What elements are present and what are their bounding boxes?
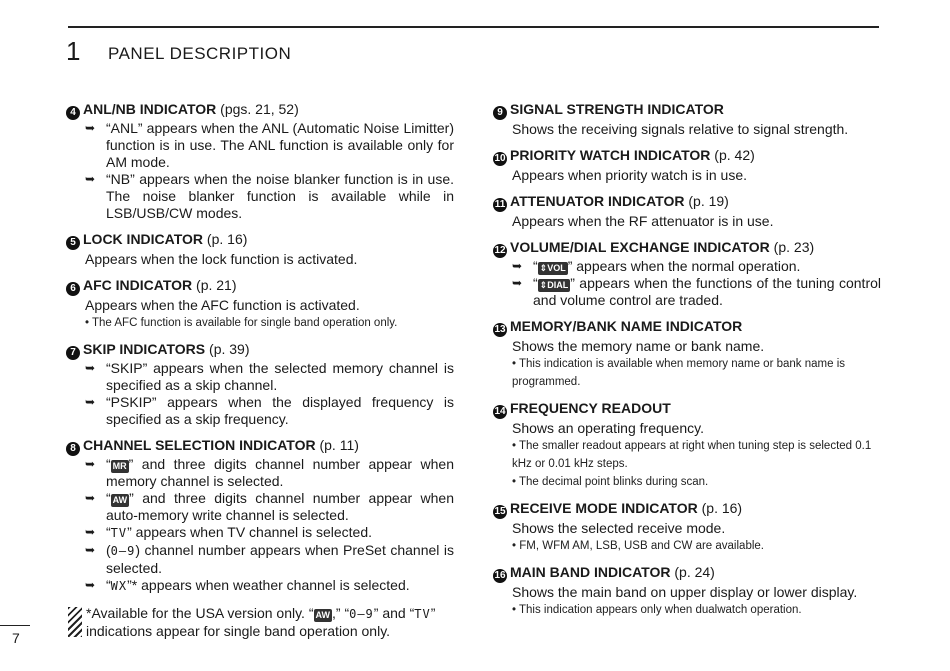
bullet-item: ➥ “ MR ” and three digits channel number appear when memory channel is selected. — [85, 456, 454, 489]
aw-badge-icon: AW — [112, 495, 128, 505]
aw-badge-icon: AW — [315, 610, 330, 620]
section-title: PRIORITY WATCH INDICATOR — [510, 147, 711, 163]
section-frequency-readout — [493, 399, 881, 491]
mr-badge-icon: MR — [112, 461, 127, 471]
section-number-icon: 6 — [66, 282, 80, 296]
tv-lcd-icon: TV — [110, 526, 128, 540]
arrow-icon: ➥ — [85, 395, 96, 409]
section-number-icon: 5 — [66, 236, 80, 250]
section-title: ANL/NB INDICATOR — [83, 101, 217, 117]
arrow-icon: ➥ — [85, 457, 96, 471]
section-number-icon: 8 — [66, 442, 80, 456]
section-volume-dial — [493, 238, 881, 309]
section-description: Shows an operating frequency. — [512, 420, 704, 436]
section-attenuator — [493, 192, 881, 230]
section-note: • This indication is available when memory name or bank name is programmed. — [512, 358, 846, 388]
section-description: Shows the selected receive mode. — [512, 520, 726, 536]
bullet-item: ➥ “ AW ” and three digits channel number appear when auto-memory write channel is selected. — [85, 490, 454, 523]
arrow-icon: ➥ — [85, 172, 96, 186]
header-rule — [68, 26, 879, 28]
section-description: Appears when the AFC function is activated. — [85, 297, 360, 313]
footnote: *Available for the USA version only. “ AW ,” “0–9” and “TV” indications appear for single band operation only. — [66, 605, 454, 640]
bullet-item: ➥ “SKIP” appears when the selected memory channel is specified as a skip channel. — [85, 360, 454, 393]
page-ref: (pgs. 21, 52) — [216, 101, 299, 117]
section-title: MAIN BAND INDICATOR — [510, 564, 671, 580]
page-number: 7 — [12, 630, 20, 646]
section-number-icon: 9 — [493, 106, 507, 120]
section-anl-nb — [66, 100, 454, 222]
page-number-rule — [0, 625, 30, 626]
dial-badge-icon: ⇕DIAL — [539, 280, 569, 290]
section-description: Shows the receiving signals relative to signal strength. — [512, 121, 849, 137]
left-column — [66, 100, 454, 640]
section-number-icon: 11 — [494, 199, 506, 210]
section-channel-selection — [66, 436, 454, 595]
page-ref: (p. 16) — [203, 231, 248, 247]
section-title: CHANNEL SELECTION INDICATOR — [83, 437, 316, 453]
chapter-number: 1 — [66, 36, 81, 66]
bullet-item: ➥ “WX”* appears when weather channel is selected. — [85, 577, 410, 593]
page-ref: (p. 39) — [205, 341, 250, 357]
arrow-icon: ➥ — [512, 259, 523, 273]
page-ref: (p. 42) — [710, 147, 755, 163]
page-ref: (p. 23) — [769, 239, 815, 255]
section-title: SKIP INDICATORS — [83, 341, 206, 357]
section-note: • The AFC function is available for single band operation only. — [85, 317, 398, 329]
section-main-band — [493, 563, 881, 619]
section-title: MEMORY/BANK NAME INDICATOR — [510, 318, 743, 334]
bullet-item: ➥ (0–9) channel number appears when PreSet channel is selected. — [85, 542, 454, 576]
section-signal-strength — [493, 100, 881, 138]
vol-badge-icon: ⇕VOL — [539, 263, 566, 273]
section-skip — [66, 340, 454, 428]
section-priority-watch — [493, 146, 881, 184]
section-note: • The decimal point blinks during scan. — [512, 476, 709, 488]
section-number-icon: 15 — [494, 506, 506, 517]
arrow-icon: ➥ — [512, 276, 523, 290]
arrow-icon: ➥ — [85, 361, 96, 375]
page-ref: (p. 19) — [684, 193, 729, 209]
section-title: RECEIVE MODE INDICATOR — [510, 500, 698, 516]
page-ref: (p. 24) — [670, 564, 715, 580]
page-ref: (p. 16) — [697, 500, 743, 516]
section-number-icon: 13 — [494, 324, 506, 335]
arrow-icon: ➥ — [85, 578, 96, 592]
section-note: • FM, WFM AM, LSB, USB and CW are available. — [512, 540, 764, 552]
digits-lcd-icon: 0–9 — [110, 544, 136, 558]
arrow-icon: ➥ — [85, 491, 96, 505]
section-number-icon: 10 — [494, 153, 506, 164]
bullet-item: ➥ “ ⇕DIAL ” appears when the functions of the tuning control and volume control are traded. — [512, 275, 881, 308]
bullet-item: ➥ “ ⇕VOL ” appears when the normal operation. — [512, 258, 801, 274]
section-title: ATTENUATOR INDICATOR — [510, 193, 685, 209]
note-hatch-icon — [68, 607, 82, 637]
section-lock — [66, 230, 454, 268]
section-description: Shows the memory name or bank name. — [512, 338, 765, 354]
bullet-item: ➥ “TV” appears when TV channel is selected. — [85, 524, 373, 540]
arrow-icon: ➥ — [85, 121, 96, 135]
section-title: AFC INDICATOR — [83, 277, 193, 293]
right-column — [493, 100, 881, 627]
section-number-icon: 7 — [66, 346, 80, 360]
section-note: • This indication appears only when dualwatch operation. — [512, 604, 802, 616]
section-note: • The smaller readout appears at right when tuning step is selected 0.1 kHz or 0.01 kHz steps. — [512, 440, 872, 470]
section-title: LOCK INDICATOR — [83, 231, 204, 247]
bullet-item: ➥ “NB” appears when the noise blanker function is in use. The noise blanker function is available while in LSB/USB/CW modes. — [85, 171, 454, 221]
section-number-icon: 14 — [494, 406, 506, 417]
section-description: Shows the main band on upper display or lower display. — [512, 584, 858, 600]
section-afc — [66, 276, 454, 332]
section-receive-mode — [493, 499, 881, 555]
tv-lcd-icon: TV — [414, 607, 431, 621]
arrow-icon: ➥ — [85, 543, 96, 557]
page-ref: (p. 21) — [192, 277, 237, 293]
section-description: Appears when the RF attenuator is in use. — [512, 213, 774, 229]
section-title: VOLUME/DIAL EXCHANGE INDICATOR — [510, 239, 770, 255]
section-number-icon: 12 — [494, 245, 506, 256]
chapter-title: PANEL DESCRIPTION — [108, 44, 292, 63]
section-number-icon: 16 — [494, 570, 506, 581]
section-number-icon: 4 — [66, 106, 80, 120]
section-title: FREQUENCY READOUT — [510, 400, 671, 416]
wx-lcd-icon: WX — [110, 579, 128, 593]
bullet-item: ➥ “PSKIP” appears when the displayed frequency is specified as a skip frequency. — [85, 394, 454, 427]
digits-lcd-icon: 0–9 — [349, 607, 374, 621]
section-title: SIGNAL STRENGTH INDICATOR — [510, 101, 724, 117]
bullet-item: ➥ “ANL” appears when the ANL (Automatic Noise Limitter) function is in use. The ANL function is available only for AM mode. — [85, 120, 454, 170]
section-memory-bank-name — [493, 317, 881, 391]
page-ref: (p. 11) — [315, 437, 359, 453]
arrow-icon: ➥ — [85, 525, 96, 539]
section-description: Appears when priority watch is in use. — [512, 167, 747, 183]
section-description: Appears when the lock function is activated. — [85, 251, 358, 267]
